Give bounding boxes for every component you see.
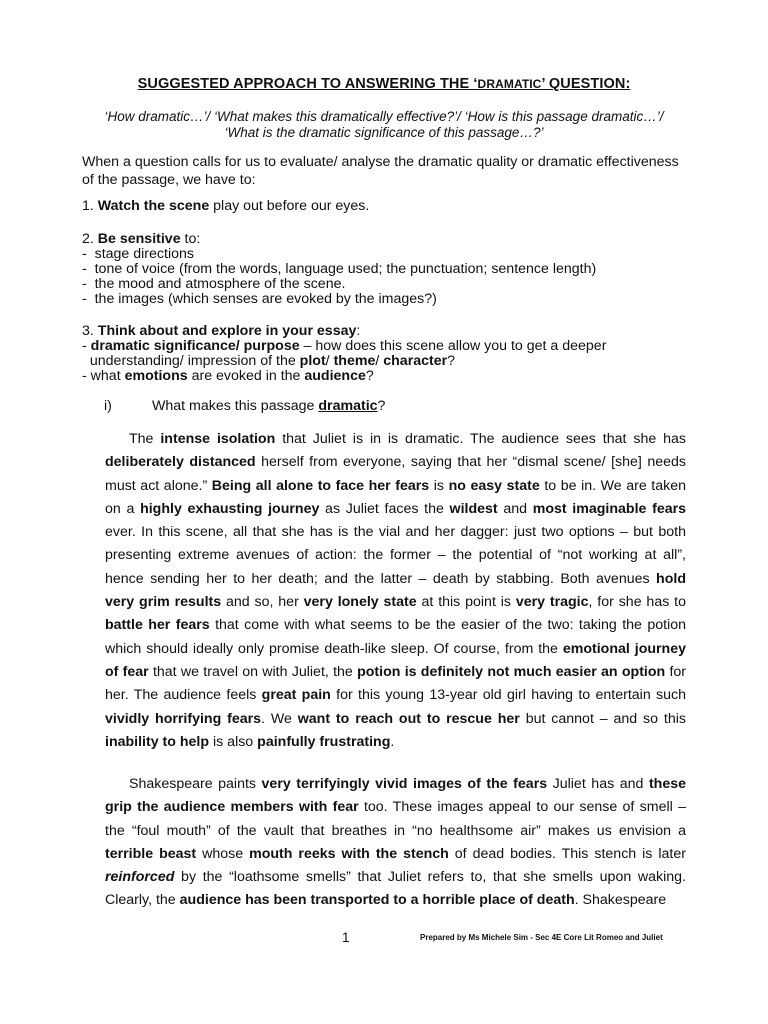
step-1-heading: Watch the scene bbox=[97, 198, 210, 214]
essay-paragraph-1 bbox=[105, 428, 686, 754]
intro-line: When a question calls for us to evaluate/ analyse the dramatic quality or dramatic effectiveness bbox=[82, 154, 679, 170]
paragraph-line: Clearly, the audience has been transported to a horrible place of death. Shakespeare bbox=[105, 892, 667, 909]
essay-paragraph-2 bbox=[105, 773, 686, 913]
paragraph-line: hence sending her to her death; and the latter – death by stabbing. Both avenues hold bbox=[105, 570, 686, 587]
paragraph-line: on a highly exhausting journey as Juliet faces the wildest and most imaginable fears bbox=[105, 500, 687, 517]
step-2-heading: Be sensitive bbox=[97, 231, 181, 247]
paragraph-line: The intense isolation that Juliet is in is dramatic. The audience sees that she has bbox=[129, 431, 687, 447]
title-text: SUGGESTED APPROACH TO ANSWERING THE ‘ bbox=[137, 76, 478, 92]
question-keyword: dramatic bbox=[318, 398, 378, 414]
question-heading: i) What makes this passage dramatic? bbox=[104, 398, 386, 414]
list-item: - tone of voice (from the words, language used; the punctuation; sentence length) bbox=[82, 261, 597, 277]
paragraph-line: Shakespeare paints very terrifyingly vivid images of the fears Juliet has and these bbox=[129, 776, 686, 792]
page-title bbox=[0, 76, 768, 92]
paragraph-line: ever. In this scene, all that she has is the vial and her dagger: just two options – but both bbox=[105, 524, 686, 541]
list-item: - stage directions bbox=[82, 246, 194, 262]
paragraph-line: terrible beast whose mouth reeks with the stench of dead bodies. This stench is later bbox=[105, 845, 686, 862]
question-types bbox=[0, 109, 768, 141]
question-number: i) bbox=[104, 398, 112, 414]
step-1: 1. Watch the scene play out before our eyes. bbox=[82, 198, 370, 214]
list-item-continued: understanding/ impression of the plot/ theme/ character? bbox=[82, 353, 456, 369]
paragraph-line: deliberately distanced herself from everyone, saying that her “dismal scene/ [she] needs bbox=[105, 454, 686, 471]
title-smallcaps: DRAMATIC bbox=[477, 77, 542, 91]
paragraph-line: which should ideally only promise death-like sleep. Of course, from the emotional journey bbox=[105, 640, 687, 657]
step-3-heading: Think about and explore in your essay bbox=[97, 323, 357, 339]
paragraph-line: grip the audience members with fear too. These images appeal to our sense of smell – bbox=[105, 799, 686, 816]
question-types-line: ‘What is the dramatic significance of this passage…?’ bbox=[224, 125, 544, 140]
paragraph-line: vividly horrifying fears. We want to reach out to rescue her but cannot – and so this bbox=[105, 710, 686, 727]
paragraph-line: must act alone.” Being all alone to face her fears is no easy state to be in. We are taken bbox=[105, 477, 686, 494]
intro-line: of the passage, we have to: bbox=[82, 172, 256, 188]
paragraph-line: very grim results and so, her very lonely state at this point is very tragic, for she has to bbox=[105, 594, 686, 611]
list-item: - the images (which senses are evoked by the images?) bbox=[82, 291, 437, 307]
paragraph-line: inability to help is also painfully frustrating. bbox=[105, 733, 395, 750]
list-item: - the mood and atmosphere of the scene. bbox=[82, 276, 346, 292]
page-number: 1 bbox=[342, 930, 350, 945]
footer-credit: Prepared by Ms Michele Sim - Sec 4E Core Lit Romeo and Juliet bbox=[420, 933, 663, 942]
paragraph-line: the “foul mouth” of the vault that breathes in “no healthsome air” makes us envision a bbox=[105, 822, 686, 839]
question-types-line: ‘How dramatic…’/ ‘What makes this dramatically effective?’/ ‘How is this passage dramatic…’/ bbox=[104, 109, 664, 124]
paragraph-line: of fear that we travel on with Juliet, the potion is definitely not much easier an option for bbox=[105, 663, 687, 680]
intro-paragraph bbox=[82, 153, 702, 189]
list-item: - dramatic significance/ purpose – how does this scene allow you to get a deeper bbox=[82, 338, 607, 354]
list-item: - what emotions are evoked in the audience? bbox=[82, 368, 374, 384]
paragraph-line: her. The audience feels great pain for this young 13-year old girl having to entertain such bbox=[105, 687, 686, 704]
paragraph-line: battle her fears that come with what seems to be the easier of the two: taking the potion bbox=[105, 617, 687, 634]
paragraph-line: reinforced by the “loathsome smells” that Juliet refers to, that she smells upon waking. bbox=[105, 869, 686, 886]
paragraph-line: presenting extreme avenues of action: the former – the potential of “not working at all”, bbox=[105, 547, 686, 564]
step-3: 3. Think about and explore in your essay: - dramatic significance/ purpose – how does this scene allow you to get a deeper understanding/ impression of the plot/ theme/ character? - what emotions are evoked in the audience? bbox=[82, 324, 722, 384]
title-text-end: ’ QUESTION: bbox=[541, 76, 631, 92]
step-2: 2. Be sensitive to: - stage directions - tone of voice (from the words, language used; the punctuation; sentence length) - the mood and atmosphere of the scene. - the images (which senses are evoked by the images?) bbox=[82, 232, 722, 307]
